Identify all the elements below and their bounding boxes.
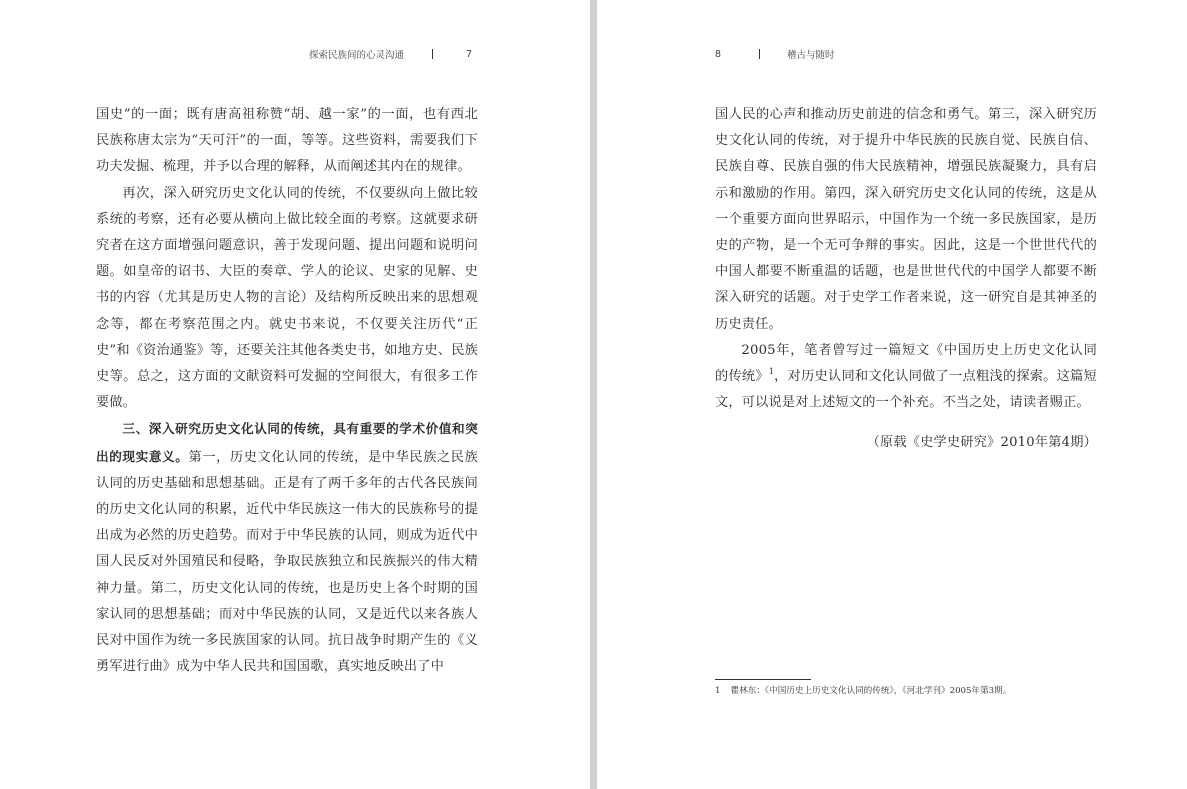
- paragraph: [715, 338, 1097, 417]
- paragraph-text: 2005年，笔者曾写过一篇短文《中国历史上历史文化认同的传统》: [715, 342, 1097, 385]
- header-separator: [759, 49, 760, 59]
- left-running-header: [309, 46, 472, 62]
- right-running-header: [715, 46, 835, 62]
- header-separator: [432, 49, 433, 59]
- left-page-number: 7: [465, 48, 472, 60]
- right-page: [597, 0, 1187, 789]
- footnote: [715, 684, 1115, 698]
- footnote-marker[interactable]: 1: [768, 367, 775, 377]
- right-page-number: 8: [715, 48, 722, 60]
- left-header-title: 探索民族间的心灵沟通: [308, 50, 404, 61]
- right-header-title: 稽古与随时: [787, 50, 835, 61]
- paragraph-text: ，对历史认同和文化认同做了一点粗浅的探索。这篇短文，可以说是对上述短文的一个补充。不当之处，请读者赐正。: [715, 369, 1097, 411]
- right-body-text: [715, 102, 1097, 457]
- paragraph: 国史”的一面；既有唐高祖称赞“胡、越一家”的一面，也有西北民族称唐太宗为“天可汗”的一面，等等。这些资料，需要我们下功夫发掘、梳理，并予以合理的解释，从而阐述其内在的规律。: [96, 107, 478, 175]
- left-body-text: [96, 102, 478, 680]
- paragraph-text: 第一，历史文化认同的传统，是中华民族之民族认同的历史基础和思想基础。正是有了两千多年的古代各民族间的历史文化认同的积累，近代中华民族这一伟大的民族称号的提出成为必然的历史趋势。而对于中华民族的认同，则成为近代中国人民反对外国殖民和侵略，争取民族独立和民族振兴的伟大精神力量。第二，历史文化认同的传统，也是历史上各个时期的国家认同的思想基础；而对中华民族的认同，又是近代以来各族人民对中国作为统一多民族国家的认同。抗日战争时期产生的《义勇军进行曲》成为中华人民共和国国歌，真实地反映出了中: [96, 449, 479, 675]
- footnote-text: 瞿林东：《中国历史上历史文化认同的传统》，《河北学刊》2005年第3期。: [730, 686, 1012, 696]
- paragraph: 国人民的心声和推动历史前进的信念和勇气。第三，深入研究历史文化认同的传统，对于提升中华民族的民族自觉、民族自信、民族自尊、民族自强的伟大民族精神，增强民族凝聚力，具有启示和激励的作用。第四，深入研究历史文化认同的传统，这是从一个重要方面向世界昭示，中国作为一个统一多民族国家，是历史的产物，是一个无可争辩的事实。因此，这是一个世世代代的中国人都要不断重温的话题，也是世世代代的中国学人都要不断深入研究的话题。对于史学工作者来说，这一研究自是其神圣的历史责任。: [715, 107, 1097, 332]
- footnote-rule: [715, 679, 811, 680]
- source-note: （原载《史学史研究》2010年第4期）: [866, 435, 1097, 451]
- footnote-number: 1: [715, 686, 721, 696]
- left-page: [0, 0, 590, 789]
- paragraph: 再次，深入研究历史文化认同的传统，不仅要纵向上做比较系统的考察，还有必要从横向上做比较全面的考察。这就要求研究者在这方面增强问题意识，善于发现问题、提出问题和说明问题。如皇帝的诏书、大臣的奏章、学人的论议、史家的见解、史书的内容（尤其是历史人物的言论）及结构所反映出来的思想观念等，都在考察范围之内。就史书来说，不仅要关注历代“正史”和《资治通鉴》等，还要关注其他各类史书，如地方史、民族史等。总之，这方面的文献资料可发掘的空间很大，有很多工作要做。: [96, 185, 478, 411]
- page-gutter: [590, 0, 597, 789]
- paragraph-section-three: [96, 416, 478, 680]
- section-heading: 三、深入研究历史文化认同的传统，具有重要的学术价值和突出的现实意义。: [96, 421, 478, 464]
